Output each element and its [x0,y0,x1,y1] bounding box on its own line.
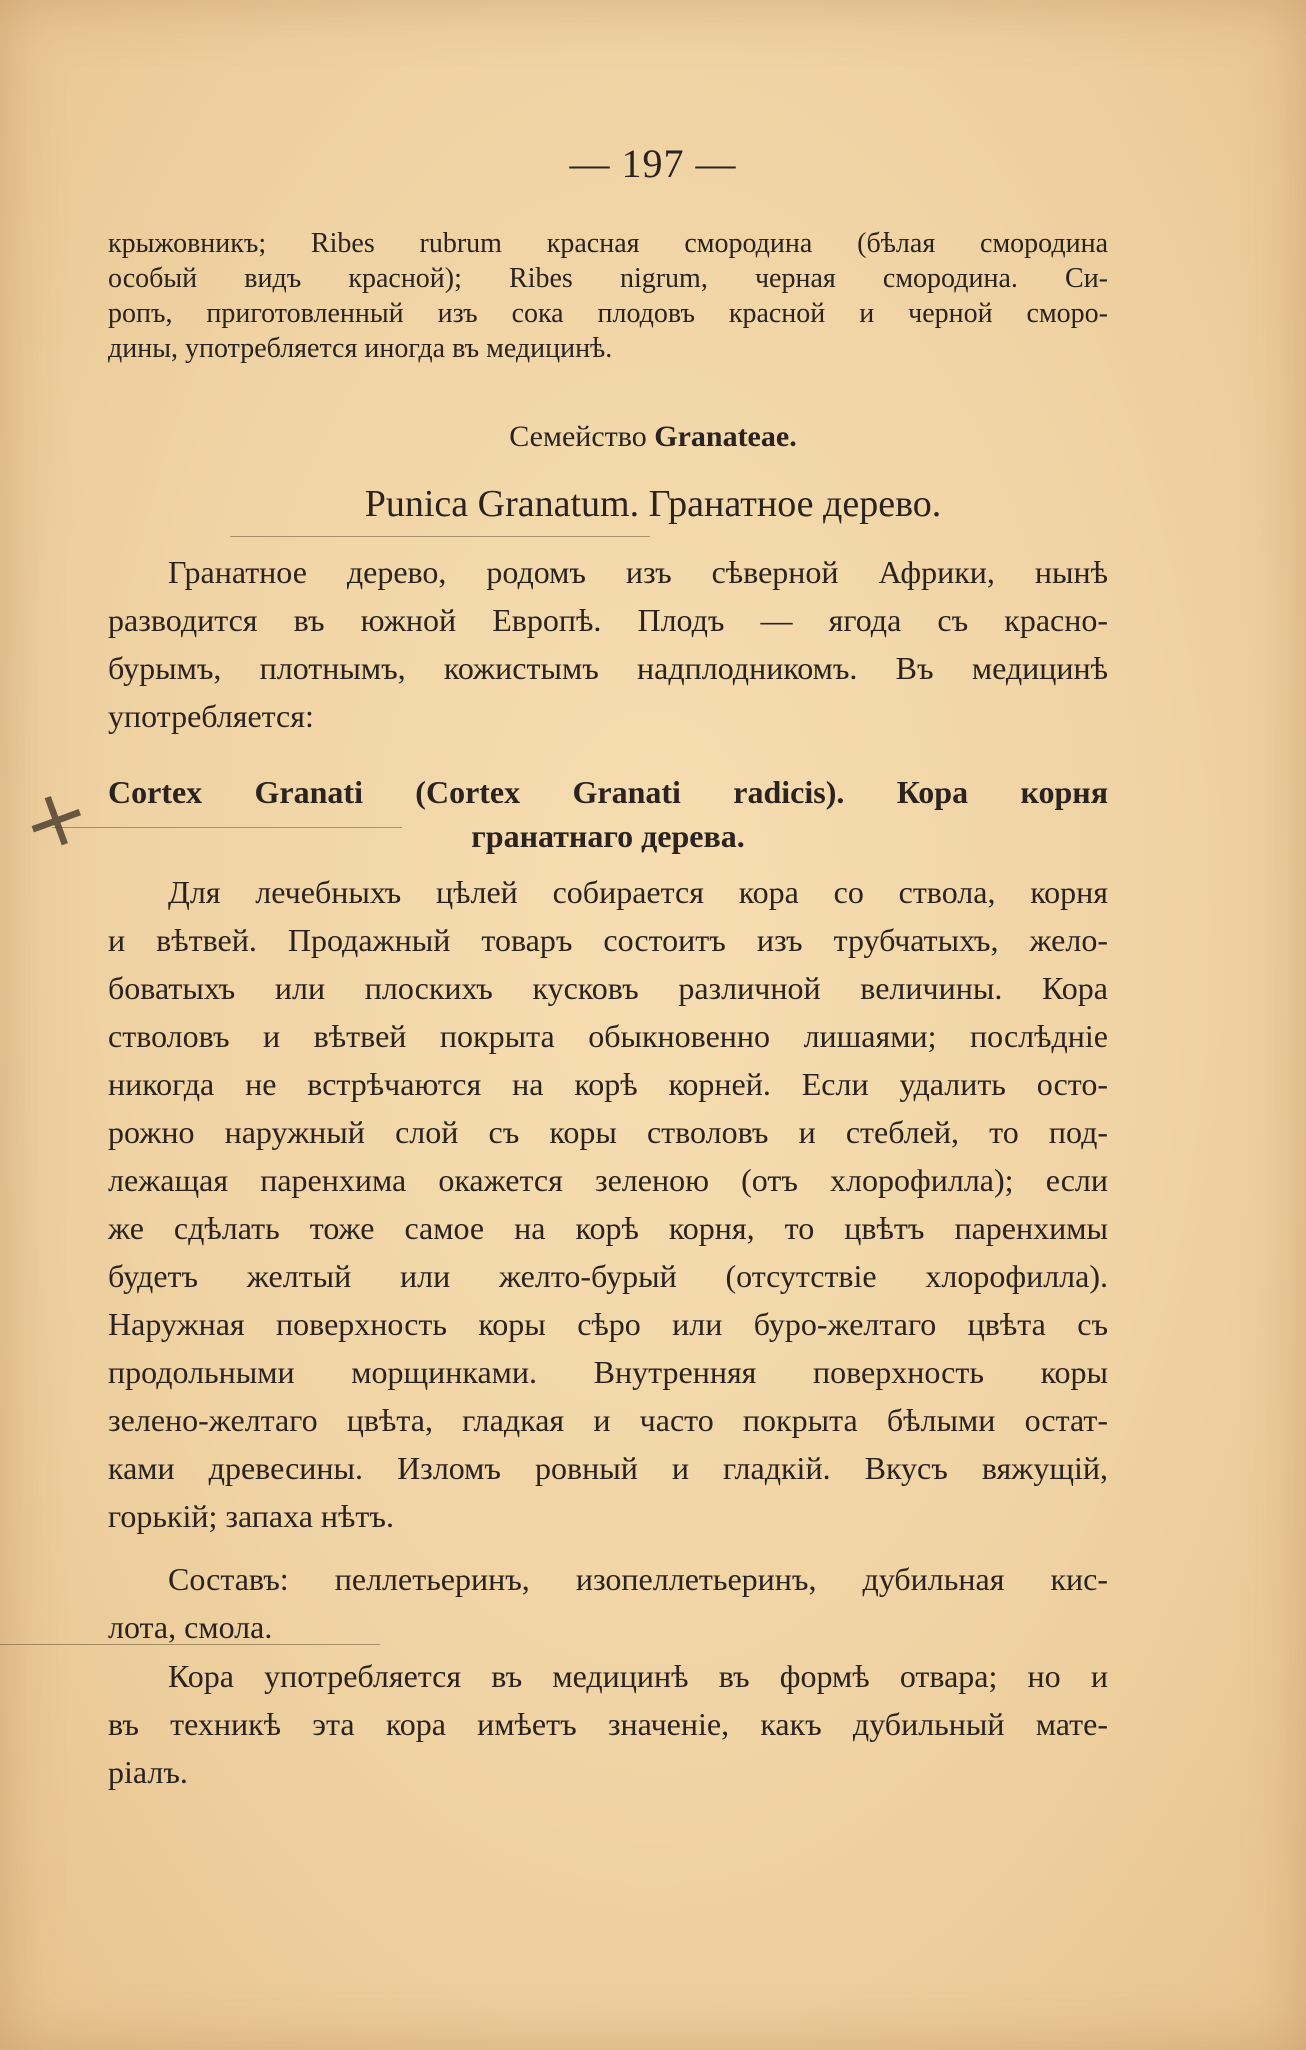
text-line: стволовъ и вѣтвей покрыта обыкновенно лишаями; послѣдніе [108,1018,1108,1054]
text-line: же сдѣлать тоже самое на корѣ корня, то цвѣтъ паренхимы [108,1210,1108,1246]
text-line: Кора употребляется въ медицинѣ въ формѣ отвара; но и [168,1658,1108,1694]
family-heading [0,420,1306,454]
text-line: рожно наружный слой съ коры стволовъ и стеблей, то под- [108,1114,1108,1150]
text-line: Гранатное дерево, родомъ изъ сѣверной Африки, нынѣ [168,554,1108,590]
paragraph-bark [108,868,1108,1540]
text-line: никогда не встрѣчаются на корѣ корней. Если удалить осто- [108,1066,1108,1102]
pencil-stroke [52,827,402,828]
intro-paragraph [108,226,1108,366]
text-line: употребляется: [108,698,314,734]
pencil-stroke [0,1644,380,1645]
drug-heading-line: Cortex Granati (Cortex Granati radicis). Кора корня [108,774,1108,810]
text-line: въ техникѣ эта кора имѣетъ значеніе, какъ дубильный мате- [108,1706,1108,1742]
pencil-underline [230,536,650,537]
pencil-cross-mark: + [8,763,103,874]
text-line: лота, смола. [108,1609,273,1645]
text-line: дины, употребляется иногда въ медицинѣ. [108,333,613,364]
text-line: ріалъ. [108,1754,188,1790]
text-line: продольными морщинками. Внутренняя поверхность коры [108,1354,1108,1390]
drug-heading-line: гранатнаго дерева. [471,818,745,854]
text-line: ками древесины. Изломъ ровный и гладкій. Вкусъ вяжущій, [108,1450,1108,1486]
drug-heading [108,770,1108,858]
text-line: бурымъ, плотнымъ, кожистымъ надплодникомъ. Въ медицинѣ [108,650,1108,686]
text-line: зелено-желтаго цвѣта, гладкая и часто покрыта бѣлыми остат- [108,1402,1108,1438]
family-prefix: Семейство [509,420,647,453]
text-line: будетъ желтый или желто-бурый (отсутствіе хлорофилла). [108,1258,1108,1294]
text-line: Составъ: пеллетьеринъ, изопеллетьеринъ, дубильная кис- [168,1561,1108,1597]
paragraph-description [108,548,1108,740]
text-line: Наружная поверхность коры сѣро или буро-желтаго цвѣта съ [108,1306,1108,1342]
family-name: Granateae. [654,420,797,453]
page-number: — 197 — [569,141,737,186]
paragraph-composition [108,1555,1108,1651]
text-line: крыжовникъ; Ribes rubrum красная смородина (бѣлая смородина [108,228,1108,259]
text-line: горькій; запаха нѣтъ. [108,1498,394,1534]
text-line: и вѣтвей. Продажный товаръ состоитъ изъ трубчатыхъ, жело- [108,922,1108,958]
text-line: боватыхъ или плоскихъ кусковъ различной величины. Кора [108,970,1108,1006]
text-line: разводится въ южной Европѣ. Плодъ — ягода съ красно- [108,602,1108,638]
species-heading: Punica Granatum. Гранатное дерево. [364,483,942,525]
text-line: лежащая паренхима окажется зеленою (отъ хлорофилла); если [108,1162,1108,1198]
text-line: ропъ, приготовленный изъ сока плодовъ красной и черной сморо- [108,298,1108,329]
paragraph-usage [108,1652,1108,1796]
text-line: особый видъ красной); Ribes nigrum, черная смородина. Си- [108,263,1108,294]
text-line: Для лечебныхъ цѣлей собирается кора со ствола, корня [168,874,1108,910]
